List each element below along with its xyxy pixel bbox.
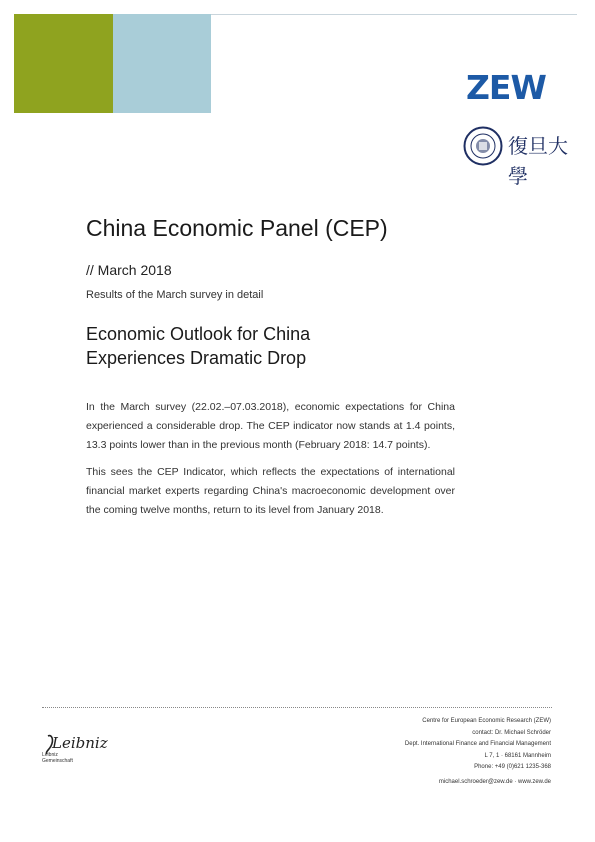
headline-line-1: Economic Outlook for China: [86, 324, 311, 344]
fudan-university-name: 復旦大學: [508, 134, 568, 188]
headline: [86, 322, 486, 370]
body-paragraph-1: In the March survey (22.02.–07.03.2018), economic expectations for China experienced a considerable drop. The CEP indicator now stands at 1.4 points, 13.3 points lower than in the previous month (February 2018: 14.7 points).: [86, 401, 455, 451]
body-paragraph-2: This sees the CEP Indicator, which reflects the expectations of international financial market experts regarding China's macroeconomic development over the coming twelve months, return to its level from January 2018.: [86, 466, 455, 516]
leibniz-sub-line-1: Leibniz: [42, 752, 58, 758]
leibniz-logo-icon: [42, 730, 108, 770]
page-title: China Economic Panel (CEP): [86, 215, 388, 241]
subtitle: Results of the March survey in detail: [86, 289, 264, 301]
footer-line-3: Dept. International Finance and Financial Management: [404, 741, 551, 747]
leibniz-wordmark: Leibniz: [52, 734, 108, 752]
footer-line-5: Phone: +49 (0)621 1235-368: [474, 764, 551, 770]
headline-line-2: Experiences Dramatic Drop: [86, 348, 307, 368]
fudan-university-seal-icon: [463, 126, 503, 166]
footer-contact[interactable]: michael.schroeder@zew.de · www.zew.de: [438, 779, 551, 785]
zew-logo: ZEW: [466, 68, 546, 107]
header-blue-block: [113, 14, 211, 113]
footer-line-4: L 7, 1 · 68161 Mannheim: [484, 752, 551, 759]
footer-address: [251, 716, 551, 774]
header-green-block: [14, 14, 113, 113]
leibniz-sub-line-2: Gemeinschaft: [42, 758, 73, 764]
footer-line-1: Centre for European Economic Research (ZEW): [422, 718, 551, 724]
body-text: [86, 398, 455, 528]
header-top-rule: [211, 14, 577, 15]
issue-date: // March 2018: [86, 262, 172, 278]
footer-divider: [42, 707, 552, 708]
leibniz-subtitle: [42, 752, 102, 764]
footer-line-2: contact: Dr. Michael Schröder: [472, 729, 551, 736]
